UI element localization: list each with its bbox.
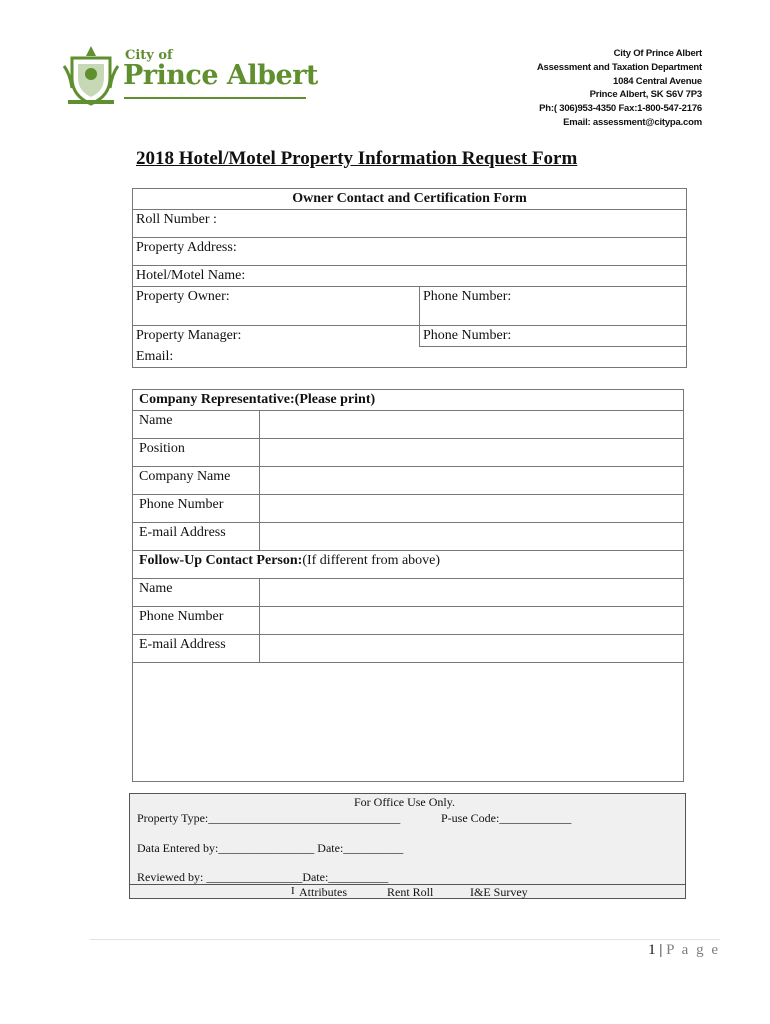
- manager-phone-label: Phone Number:: [423, 328, 512, 343]
- followup-heading-rest: (If different from above): [302, 553, 441, 568]
- followup-heading: [133, 551, 684, 579]
- logo-city-of: City of: [125, 48, 173, 63]
- rep-phone-input[interactable]: [260, 495, 684, 523]
- owner-phone-label: Phone Number:: [423, 289, 512, 304]
- property-address-label: Property Address:: [136, 240, 237, 255]
- contact-line: City Of Prince Albert: [613, 48, 702, 59]
- office-heading: For Office Use Only.: [354, 795, 455, 809]
- followup-phone-label: Phone Number: [133, 607, 260, 635]
- property-manager-label: Property Manager:: [136, 328, 242, 343]
- footer-rule: [90, 939, 720, 940]
- form-title: 2018 Hotel/Motel Property Information Request Form: [136, 148, 578, 169]
- city-logo: [62, 44, 318, 106]
- p-use-code-field[interactable]: P-use Code:____________: [441, 811, 572, 825]
- rep-position-label: Position: [133, 439, 260, 467]
- rep-email-input[interactable]: [260, 523, 684, 551]
- property-type-field[interactable]: Property Type:________________________________: [137, 811, 401, 825]
- roll-number-label: Roll Number :: [136, 212, 217, 227]
- email-field[interactable]: [133, 347, 687, 368]
- contact-line: Prince Albert, SK S6V 7P3: [589, 89, 702, 101]
- followup-name-input[interactable]: [260, 579, 684, 607]
- rep-company-input[interactable]: [260, 467, 684, 495]
- followup-name-label: Name: [133, 579, 260, 607]
- owner-phone-field[interactable]: [420, 287, 687, 326]
- contact-block: [537, 47, 702, 130]
- representative-heading: [133, 390, 684, 411]
- roll-number-field[interactable]: [133, 210, 687, 238]
- property-owner-field[interactable]: [133, 287, 420, 326]
- rep-name-input[interactable]: [260, 411, 684, 439]
- city-crest-icon: [62, 44, 120, 106]
- contact-line: Email: assessment@citypa.com: [563, 116, 702, 128]
- property-address-field[interactable]: [133, 238, 687, 266]
- contact-line: Assessment and Taxation Department: [536, 61, 702, 73]
- tick-mark: I: [291, 885, 295, 897]
- rep-name-label: Name: [133, 411, 260, 439]
- ie-survey-option[interactable]: I&E Survey: [470, 885, 528, 899]
- property-manager-field[interactable]: [133, 326, 420, 347]
- reviewed-by-field[interactable]: Reviewed by: ________________Date:__________: [137, 870, 389, 884]
- hotel-name-label: Hotel/Motel Name:: [136, 268, 246, 283]
- property-owner-label: Property Owner:: [136, 289, 230, 304]
- rep-email-label: E-mail Address: [133, 523, 260, 551]
- rent-roll-option[interactable]: Rent Roll: [387, 885, 434, 899]
- comments-area[interactable]: [133, 663, 684, 782]
- page-number: [648, 942, 720, 959]
- rep-company-label: Company Name: [133, 467, 260, 495]
- owner-form-heading: Owner Contact and Certification Form: [133, 189, 687, 210]
- followup-email-input[interactable]: [260, 635, 684, 663]
- logo-underline: [124, 97, 306, 99]
- rep-position-input[interactable]: [260, 439, 684, 467]
- attributes-option[interactable]: Attributes: [299, 885, 347, 899]
- email-label: Email:: [136, 349, 174, 364]
- hotel-name-field[interactable]: [133, 266, 687, 287]
- followup-phone-input[interactable]: [260, 607, 684, 635]
- page-word: P a g e: [666, 942, 720, 958]
- data-entered-field[interactable]: Data Entered by:________________ Date:__________: [137, 841, 404, 855]
- page-number-value: 1: [648, 942, 656, 958]
- followup-heading-bold: Follow-Up Contact Person:: [139, 553, 303, 568]
- contact-line: 1084 Central Avenue: [613, 75, 702, 87]
- logo-city-name: Prince Albert: [123, 60, 318, 91]
- contact-line: Ph:( 306)953-4350 Fax:1-800-547-2176: [539, 103, 702, 115]
- manager-phone-field[interactable]: [420, 326, 687, 347]
- office-use-box: [129, 793, 686, 899]
- representative-heading-text: Company Representative:(Please print): [139, 392, 376, 407]
- rep-phone-label: Phone Number: [133, 495, 260, 523]
- representative-table: [132, 389, 684, 782]
- owner-contact-table: [132, 188, 687, 368]
- followup-email-label: E-mail Address: [133, 635, 260, 663]
- page-number-bar: |: [659, 942, 663, 958]
